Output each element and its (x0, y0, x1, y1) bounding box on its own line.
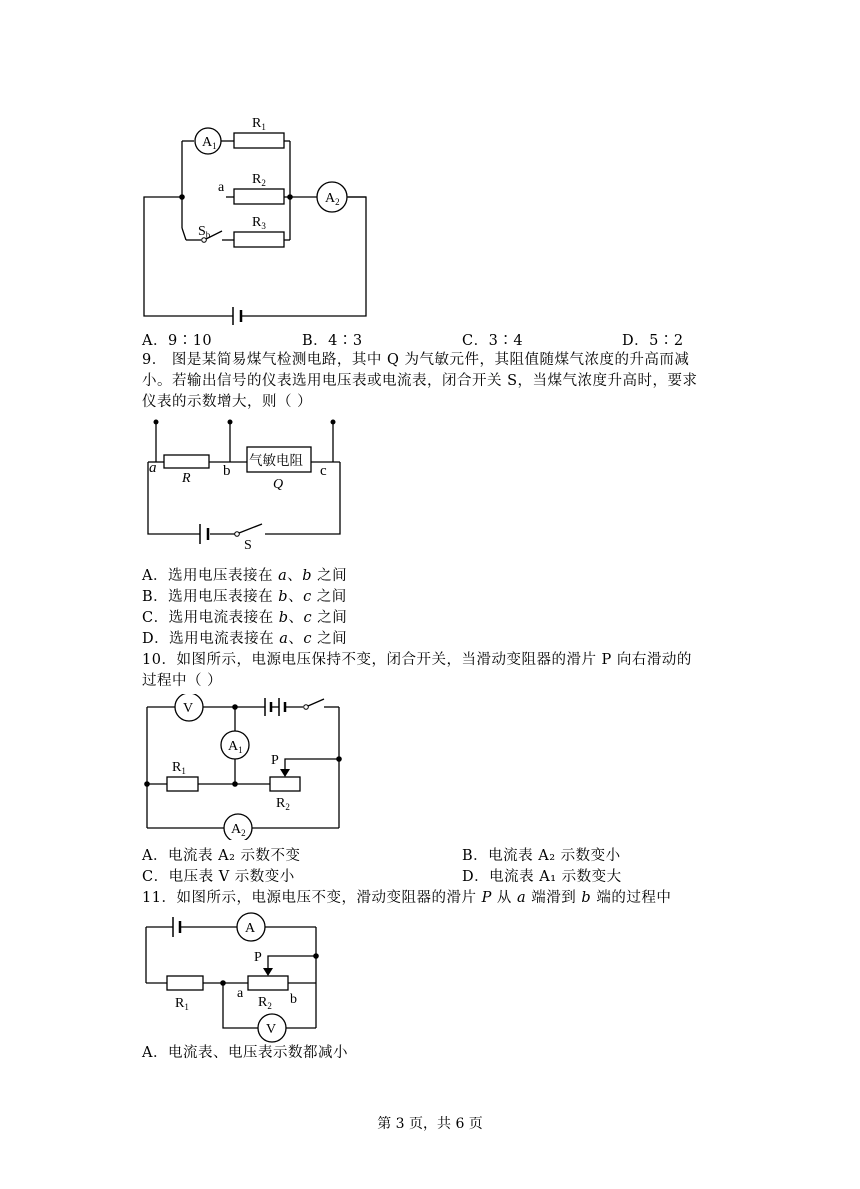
q9-label-r: R (182, 471, 191, 486)
q9-option-c: C．选用电流表接在 b、c 之间 (142, 610, 348, 626)
q9-resistor-r (164, 455, 209, 468)
q11-label-a-meter: A (245, 921, 256, 936)
q8-option-c: C．3∶4 (462, 333, 524, 349)
q11-stem: 11．如图所示，电源电压不变，滑动变阻器的滑片 P 从 a 端滑到 b 端的过程中 (142, 890, 672, 906)
q11-resistor-r1 (167, 976, 203, 990)
q9-label-c: c (320, 463, 327, 479)
q8-option-d: D．5∶2 (622, 333, 684, 349)
q10-option-d: D．电流表 A₁ 示数变大 (462, 869, 622, 885)
q9-stem-line-1: 9． 图是某简易煤气检测电路，其中 Q 为气敏元件，其阻值随煤气浓度的升高而减 (142, 352, 690, 368)
q10-option-b: B．电流表 A₂ 示数变小 (462, 848, 621, 864)
q8-label-switch: $S_b$ (198, 224, 211, 240)
q10-label-a1: $A_1$ (228, 739, 243, 755)
q11-option-a: A．电流表、电压表示数都减小 (142, 1045, 348, 1061)
q8-label-r3: $R_3$ (252, 215, 266, 231)
q9-label-gas-resistor: 气敏电阻 (249, 453, 303, 468)
q11-rheostat-r2 (248, 976, 288, 990)
q8-circuit-diagram (138, 108, 378, 330)
q8-label-node-a: a (218, 180, 225, 195)
q8-label-a2: $A_2$ (325, 191, 340, 207)
page-footer: 第 3 页，共 6 页 (377, 1116, 483, 1132)
q8-resistor-r3 (234, 232, 284, 247)
q10-rheostat-r2 (270, 777, 300, 791)
q10-label-v: V (183, 701, 194, 716)
q10-option-a: A．电流表 A₂ 示数不变 (142, 848, 301, 864)
q10-option-c: C．电压表 V 示数变小 (142, 869, 295, 885)
q10-resistor-r1 (167, 777, 198, 791)
q8-label-r1: $R_1$ (252, 116, 266, 132)
q8-label-a1: $A_1$ (202, 135, 217, 151)
q10-stem-line-1: 10．如图所示，电源电压保持不变，闭合开关，当滑动变阻器的滑片 P 向右滑动的 (142, 652, 692, 668)
q10-circuit-diagram (140, 694, 352, 840)
q9-stem-line-2: 小。若输出信号的仪表选用电压表或电流表，闭合开关 S，当煤气浓度升高时，要求 (142, 373, 698, 389)
q11-label-r1: $R_1$ (175, 996, 189, 1012)
q8-option-b: B．4∶3 (302, 333, 363, 349)
q11-label-a: a (237, 986, 244, 1001)
q8-option-a: A．9∶10 (142, 333, 213, 349)
q8-label-r2: $R_2$ (252, 172, 266, 188)
q11-slider-arrow (263, 968, 273, 976)
q9-label-a: a (149, 460, 157, 476)
q10-label-r2: $R_2$ (276, 796, 290, 812)
q9-option-a: A．选用电压表接在 a、b 之间 (142, 568, 348, 584)
q11-label-r2: $R_2$ (258, 995, 272, 1011)
q9-label-b: b (223, 463, 231, 479)
q8-resistor-r1 (234, 133, 284, 148)
q11-label-p: P (254, 950, 262, 965)
q9-label-q: Q (273, 477, 284, 492)
q11-label-v-meter: V (266, 1022, 277, 1037)
q10-slider-arrow (280, 769, 290, 777)
q10-stem-line-2: 过程中（ ） (142, 673, 223, 689)
q10-label-a2: $A_2$ (231, 822, 246, 838)
q8-resistor-r2 (234, 189, 284, 204)
q9-option-d: D．选用电流表接在 a、c 之间 (142, 631, 348, 647)
q11-label-b: b (290, 992, 297, 1007)
q11-circuit-diagram (140, 910, 326, 1044)
q10-label-p: P (271, 753, 279, 768)
q10-label-r1: $R_1$ (172, 760, 186, 776)
q9-label-s: S (244, 538, 252, 553)
q9-circuit-diagram (140, 416, 350, 554)
q9-stem-line-3: 仪表的示数增大，则（ ） (142, 394, 313, 410)
q9-option-b: B．选用电压表接在 b、c 之间 (142, 589, 347, 605)
